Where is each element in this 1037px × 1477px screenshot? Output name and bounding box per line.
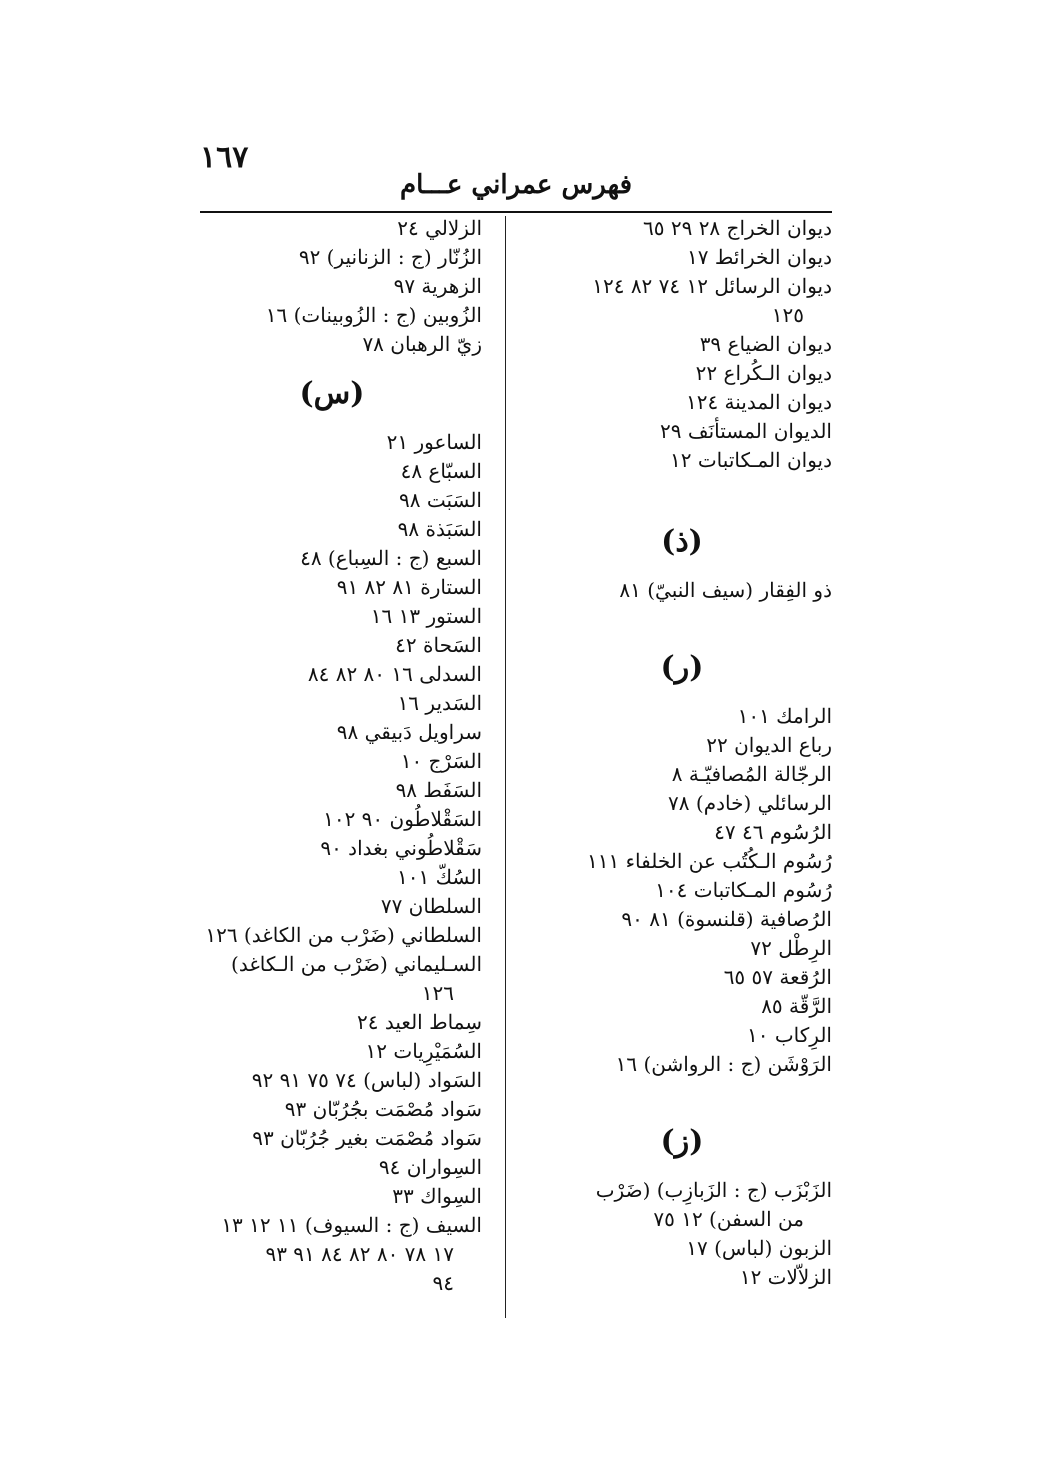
index-entry: الساعور ٢١: [386, 430, 482, 454]
index-entry-continuation: ١٧ ٧٨ ٨٠ ٨٢ ٨٤ ٩١ ٩٣: [265, 1242, 454, 1266]
index-entry: السُمَيْرِيات ١٢: [365, 1039, 482, 1063]
index-entry: الزلاّلات ١٢: [739, 1265, 832, 1289]
index-entry: ديوان المدينة ١٢٤: [685, 390, 832, 414]
index-entry: سراويل دَبيقي ٩٨: [336, 720, 482, 744]
index-entry: رُسُوم المـكاتبات ١٠٤: [655, 878, 832, 902]
section-heading-dhal: (ذ): [661, 524, 703, 559]
index-entry: الزهرية ٩٧: [393, 274, 482, 298]
index-entry: سَواد مُصْمَت بغير جُرُبّان ٩٣: [252, 1126, 482, 1150]
index-entry: رباع الديوان ٢٢: [706, 733, 832, 757]
index-entry: السبّاع ٤٨: [400, 459, 482, 483]
index-entry: السِواك ٣٣: [392, 1184, 482, 1208]
index-entry: الرُقعة ٥٧ ٦٥: [723, 965, 832, 989]
index-entry: السَرْج ١٠: [400, 749, 482, 773]
index-entry: الزُنّار (ج : الزنانير) ٩٢: [298, 245, 482, 269]
index-entry: الزبون (لباس) ١٧: [686, 1236, 832, 1260]
index-entry: الرامك ١٠١: [737, 704, 832, 728]
index-entry-continuation: ٩٤: [432, 1271, 454, 1295]
spacer: [532, 682, 832, 702]
index-entry: ديوان الخرائط ١٧: [687, 245, 832, 269]
index-entry: ذو الفِقار (سيف النبيّ) ٨١: [619, 578, 832, 602]
index-entry: ديوان الضياع ٣٩: [699, 332, 832, 356]
index-entry: الزلالي ٢٤: [397, 216, 482, 240]
index-entry: الديوان المستأنَف ٢٩: [660, 419, 832, 443]
index-entry: السَبَذة ٩٨: [397, 517, 482, 541]
index-entry: الرُسُوم ٤٦ ٤٧: [714, 820, 832, 844]
index-entry: السَدير ١٦: [397, 691, 482, 715]
section-heading-zay: (ز): [660, 1124, 704, 1159]
index-entry-continuation: من السفن) ١٢ ٧٥: [653, 1207, 804, 1231]
spacer: [532, 1079, 832, 1127]
spacer: [532, 605, 832, 653]
index-entry: سَواد مُصْمَت بجُرُبّان ٩٣: [284, 1097, 482, 1121]
index-entry: الستارة ٨١ ٨٢ ٩١: [336, 575, 482, 599]
spacer: [532, 1156, 832, 1176]
section-heading-sin: (س): [299, 376, 365, 411]
section-heading-ra: (ر): [660, 650, 704, 685]
index-entry: السيف (ج : السيوف) ١١ ١٢ ١٣: [221, 1213, 482, 1237]
index-entry: السدلى ١٦ ٨٠ ٨٢ ٨٤: [307, 662, 482, 686]
index-entry: السَقْلاطُون ٩٠ ١٠٢: [323, 807, 482, 831]
index-entry: السَواد (لباس) ٧٤ ٧٥ ٩١ ٩٢: [251, 1068, 482, 1092]
index-entry: زيّ الرهبان ٧٨: [362, 332, 482, 356]
index-entry: السَفَط ٩٨: [395, 778, 482, 802]
index-entry: سِماط العيد ٢٤: [357, 1010, 482, 1034]
index-entry: الزُوبين (ج : الزُوبينات) ١٦: [265, 303, 482, 327]
index-entry: الزَبْزَب (ج : الزَبازِب) (ضَرْب: [595, 1178, 832, 1202]
page-number: ١٦٧: [200, 140, 249, 175]
index-entry: السِواران ٩٤: [378, 1155, 482, 1179]
index-entry: الرسائلي (خادم) ٧٨: [668, 791, 832, 815]
index-column-left: [182, 214, 482, 1298]
index-entry-continuation: ١٢٥: [771, 303, 804, 327]
index-entry: ديوان الرسائل ١٢ ٧٤ ٨٢ ١٢٤: [592, 274, 832, 298]
spacer: [532, 556, 832, 576]
header-rule: [200, 211, 832, 213]
index-entry: السَبَت ٩٨: [398, 488, 482, 512]
spacer: [532, 475, 832, 527]
index-entry: الرِكاب ١٠: [747, 1023, 832, 1047]
index-entry: السلطاني (ضَرْب من الكاغد) ١٢٦: [205, 923, 482, 947]
index-entry: الرَّقّة ٨٥: [761, 994, 832, 1018]
index-entry: الرجّالة المُصافيّـة ٨: [671, 762, 832, 786]
index-entry: ديوان الـكُراع ٢٢: [695, 361, 832, 385]
index-entry: رُسُوم الـكُتُب عن الخلفاء ١١١: [587, 849, 832, 873]
index-entry: السـليماني (ضَرْب من الـكاغد): [231, 952, 482, 976]
index-entry: السلطان ٧٧: [380, 894, 482, 918]
index-entry-continuation: ١٢٦: [421, 981, 454, 1005]
index-entry: السُكّ ١٠١: [397, 865, 482, 889]
index-entry: الرَوْشَن (ج : الرواشن) ١٦: [615, 1052, 832, 1076]
index-entry: ديوان المـكاتبات ١٢: [670, 448, 832, 472]
index-column-right: [532, 214, 832, 1292]
page-title: فهرس عمراني عـــام: [399, 170, 632, 200]
index-entry: ديوان الخراج ٢٨ ٢٩ ٦٥: [643, 216, 832, 240]
index-entry: السَحاة ٤٢: [395, 633, 482, 657]
index-entry: الرِطْل ٧٢: [750, 936, 832, 960]
index-entry: الرُصافية (قلنسوة) ٨١ ٩٠: [621, 907, 832, 931]
index-entry: سَقْلاطُوني بغداد ٩٠: [320, 836, 482, 860]
spacer: [182, 408, 482, 428]
column-divider: [505, 216, 506, 1318]
index-entry: السبع (ج : السِباع) ٤٨: [300, 546, 482, 570]
index-entry: الستور ١٣ ١٦: [370, 604, 482, 628]
